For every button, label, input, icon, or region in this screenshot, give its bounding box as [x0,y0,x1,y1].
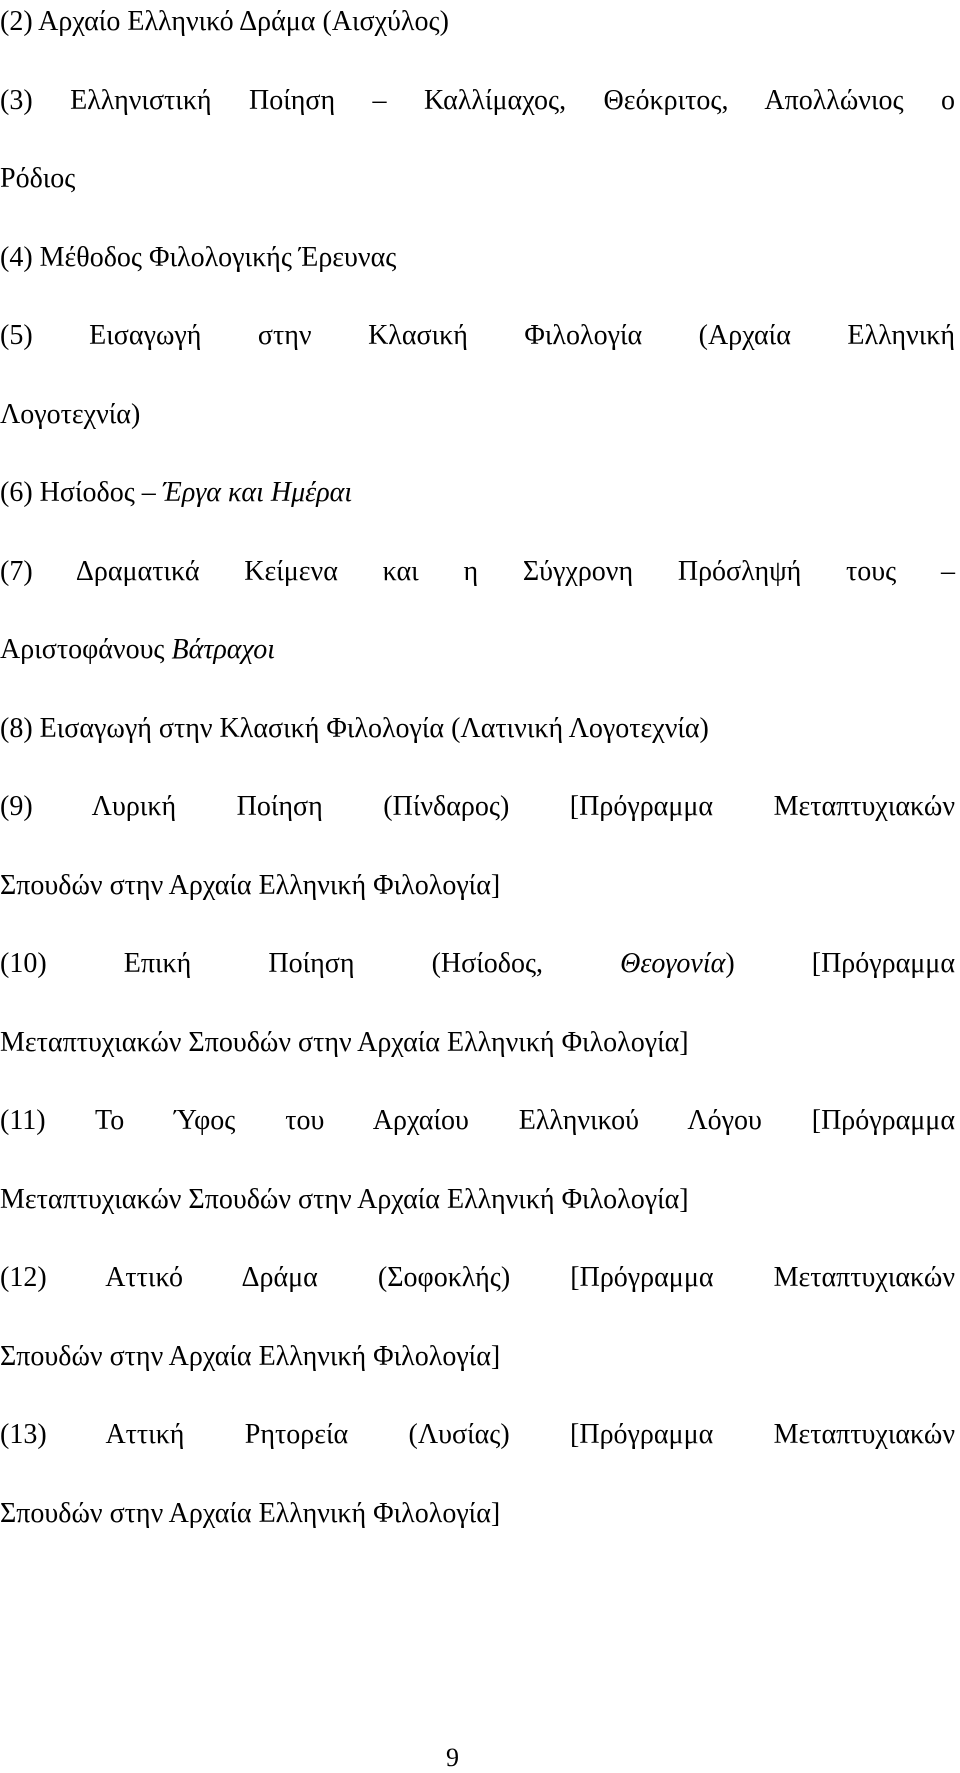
item-text: Ρόδιος [0,163,76,194]
item-number: (12) [0,1262,47,1293]
item-text: Σπουδών στην Αρχαία Ελληνική Φιλολογία] [0,1340,501,1372]
item-text: Σπουδών στην Αρχαία Ελληνική Φιλολογία] [0,869,501,901]
list-item [0,785,955,864]
item-text: Δραματικά Κείμενα και η Σύγχρονη Πρόσληψή τους – [75,555,955,587]
item-text: Μεταπτυχιακών Σπουδών στην Αρχαία Ελληνική Φιλολογία] [0,1026,689,1058]
item-number: (9) [0,791,33,822]
list-item-continuation [0,1178,955,1257]
item-number: (3) [0,84,33,116]
item-text: Αρχαίο Ελληνικό Δράμα (Αισχύλος) [38,6,449,37]
list-item [0,1413,955,1492]
item-number: (11) [0,1105,46,1136]
item-number: (6) [0,477,33,508]
item-text: Αττικό Δράμα (Σοφοκλής) [Πρόγραμμα Μεταπτυχιακών [105,1262,955,1293]
item-text: ) [Πρόγραμμα [725,948,955,979]
item-text: Λυρική Ποίηση (Πίνδαρος) [Πρόγραμμα Μεταπτυχιακών [91,791,955,822]
item-text: Μέθοδος Φιλολογικής Έρευνας [39,241,397,273]
list-item [0,79,955,158]
list-item-continuation [0,393,955,472]
list-item-continuation [0,1021,955,1100]
item-text: Αττική Ρητορεία (Λυσίας) [Πρόγραμμα Μεταπτυχιακών [105,1419,955,1450]
item-text: Ησίοδος – [39,477,156,508]
item-text: Το Ύφος του Αρχαίου Ελληνικού Λόγου [Πρόγραμμα [95,1105,955,1136]
list-item-continuation [0,864,955,943]
item-text: Εισαγωγή στην Κλασική Φιλολογία (Αρχαία Ελληνική [89,320,955,351]
list-item [0,942,955,1021]
list-item [0,0,955,79]
item-title-italic: Βάτραχοι [171,634,275,665]
item-text: Λογοτεχνία) [0,398,141,430]
list-item [0,1099,955,1178]
item-title-italic: Έργα και Ημέραι [162,477,353,508]
list-item-continuation [0,157,955,236]
item-number: (7) [0,555,33,587]
list-item [0,314,955,393]
list-item-continuation [0,1335,955,1414]
list-item-continuation [0,1492,955,1571]
item-number: (10) [0,948,47,979]
item-number: (2) [0,6,33,37]
list-item [0,236,955,315]
item-text: Μεταπτυχιακών Σπουδών στην Αρχαία Ελληνική Φιλολογία] [0,1183,689,1215]
list-item [0,707,955,786]
item-text: Σπουδών στην Αρχαία Ελληνική Φιλολογία] [0,1497,501,1529]
list-item [0,550,955,629]
item-text: Ελληνιστική Ποίηση – Καλλίμαχος, Θεόκριτος, Απολλώνιος ο [70,84,956,116]
item-title-italic: Θεογονία [620,948,726,979]
list-item-continuation [0,628,955,707]
item-text: Αριστοφάνους [0,634,165,665]
item-number: (5) [0,320,33,351]
item-text: Επική Ποίηση (Ησίοδος, [123,948,544,979]
item-number: (4) [0,241,33,273]
list-item [0,471,955,550]
item-text: Εισαγωγή στην Κλασική Φιλολογία (Λατινική Λογοτεχνία) [39,712,709,744]
item-number: (13) [0,1419,47,1450]
page-number: 9 [446,1743,459,1772]
item-number: (8) [0,712,33,744]
list-item [0,1256,955,1335]
